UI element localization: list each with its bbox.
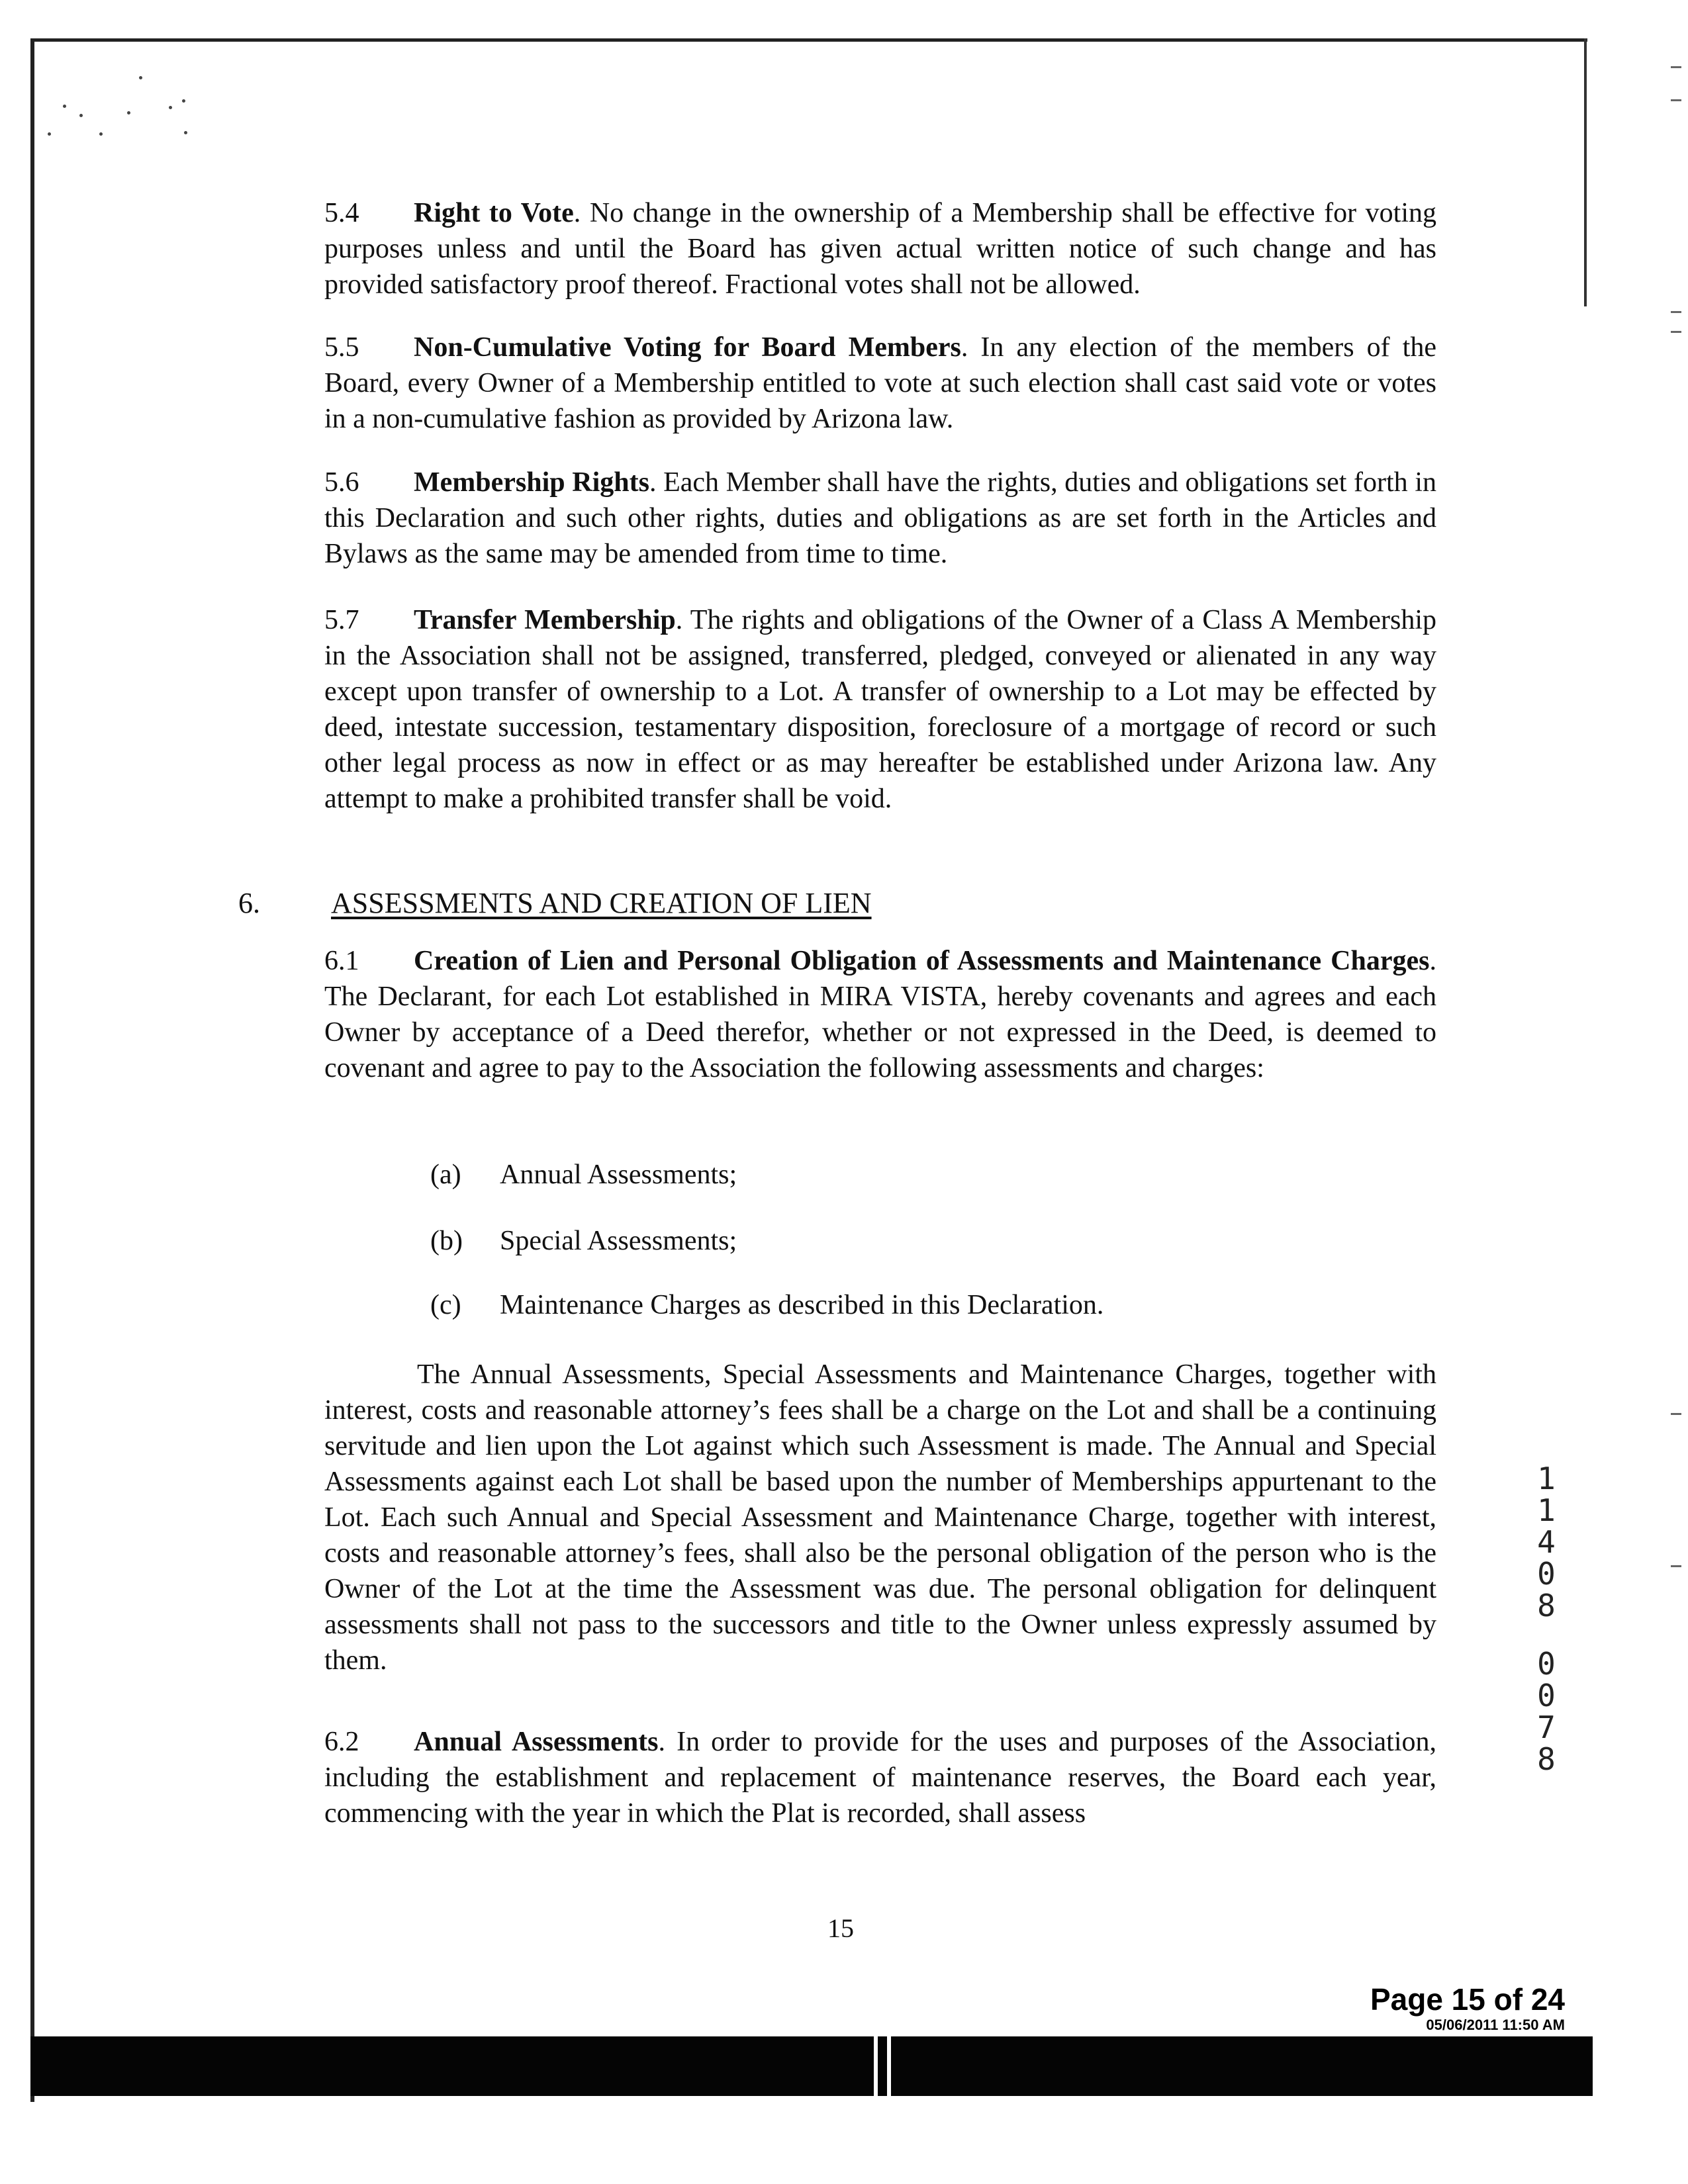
stamp-datetime: 05/06/2011 11:50 AM [1426,2017,1565,2033]
section-5-4 [324,195,1436,302]
page-number: 15 [827,1913,854,1943]
section-heading: Right to Vote [414,198,574,228]
scan-speck [127,111,130,114]
stamp-digit: 0 [1537,1646,1556,1682]
section-text: . In order to provide for the uses and purposes of the Association, including the establishment and replacement of maintenance reserves, the Board each year, commencing with the year in which the Plat is recorded, shall assess [324,1727,1436,1829]
section-number: 5.7 [324,605,359,635]
scan-frame-top [32,38,1587,42]
item-label: (a) [430,1160,461,1190]
stamp-digit: 0 [1537,1678,1556,1713]
section-heading: Membership Rights [414,467,649,498]
section-heading: Annual Assessments [414,1727,659,1757]
scan-speck [182,99,185,103]
section-text: . In any election of the members of the Board, every Owner of a Membership entitled to vote at such election shall cast said vote or votes in a non-cumulative fashion as provided by Arizona law. [324,332,1436,434]
scan-footer-bar [30,2036,1593,2096]
stamp-digit: 8 [1537,1741,1556,1777]
stamp-digit: 7 [1537,1709,1556,1745]
scan-speck [169,106,172,109]
section-5-5 [324,330,1436,437]
assessment-item-b [430,1223,737,1259]
scan-edge-mark [1671,331,1681,333]
scan-edge-mark [1671,311,1681,313]
scan-edge-mark [1671,1413,1681,1415]
item-text: Annual Assessments; [500,1160,737,1190]
item-label: (b) [430,1226,463,1256]
section-heading: Creation of Lien and Personal Obligation of Assessments and Maintenance Charges [414,946,1430,976]
section-5-6 [324,465,1436,572]
section-number: 6.2 [324,1727,359,1757]
stamp-digit: 0 [1537,1556,1556,1592]
scan-frame-right [1584,38,1587,306]
scan-bar-break [874,2036,878,2096]
scan-speck [99,132,103,136]
stamp-digit: 1 [1537,1492,1556,1528]
item-label: (c) [430,1290,461,1320]
section-text: . The Declarant, for each Lot established in MIRA VISTA, hereby covenants and agrees and each Owner by acceptance of a Deed therefor, whether or not expressed in the Deed, is deemed to covenant and agree to pay to the Association the following assessments and charges: [324,946,1436,1083]
item-text: Maintenance Charges as described in this Declaration. [500,1290,1104,1320]
scan-edge-mark [1671,66,1681,68]
scan-frame-left [30,38,34,2102]
scan-speck [63,105,66,108]
section-number: 6.1 [324,946,359,976]
stamp-digit: 8 [1537,1588,1556,1623]
scan-speck [184,131,187,134]
section-number: 5.6 [324,467,359,498]
recording-number-stamp [1526,1463,1566,1775]
scan-bar-break [887,2036,891,2096]
stamp-page-count: Page 15 of 24 [1370,1982,1565,2017]
section-6-1 [324,943,1436,1086]
section-number: 5.4 [324,198,359,228]
section-5-7 [324,602,1436,817]
section-text: . Each Member shall have the rights, duties and obligations set forth in this Declaration and such other rights, duties and obligations as are set forth in the Articles and Bylaws as the same may be amended from time to time. [324,467,1436,569]
section-text: . No change in the ownership of a Membership shall be effective for voting purposes unless and until the Board has given actual written notice of such change and has provided satisfactory proof thereof. Fractional votes shall not be allowed. [324,198,1436,300]
section-title: ASSESSMENTS AND CREATION OF LIEN [331,887,872,919]
scan-speck [79,114,83,117]
item-text: Special Assessments; [500,1226,737,1256]
section-number: 5.5 [324,332,359,363]
assessment-item-c [430,1287,1103,1323]
section-6-1-body: The Annual Assessments, Special Assessments and Maintenance Charges, together with interest, costs and reasonable attorney’s fees shall be a charge on the Lot and shall be a continuing servitude and lien upon the Lot against which such Assessment is made. The Annual and Special Assessments against each Lot shall be based upon the number of Memberships appurtenant to the Lot. Each such Annual and Special Assessment and Maintenance Charge, together with interest, costs and reasonable attorney’s fees, shall also be the personal obligation of the person who is the Owner of the Lot at the time the Assessment was due. The personal obligation for delinquent assessments shall not pass to the successors and title to the Owner unless expressly assumed by them. [324,1359,1436,1676]
stamp-digit: 1 [1537,1461,1556,1496]
section-heading: Non-Cumulative Voting for Board Members [414,332,961,363]
scan-speck [48,132,51,136]
section-number: 6. [238,887,260,919]
recorder-stamp [1370,1983,1565,2034]
stamp-digit: 4 [1537,1524,1556,1560]
scan-edge-mark [1671,1565,1681,1567]
section-heading: Transfer Membership [414,605,676,635]
section-6-2 [324,1724,1436,1831]
scan-speck [139,76,142,79]
scan-edge-mark [1671,99,1681,101]
assessment-item-a [430,1157,737,1193]
section-text: . The rights and obligations of the Owner of a Class A Membership in the Association shall not be assigned, transferred, pledged, conveyed or alienated in any way except upon transfer of ownership to a Lot. A transfer of ownership to a Lot may be effected by deed, intestate succession, testamentary disposition, foreclosure of a mortgage of record or such other legal process as now in effect or as may hereafter be established under Arizona law. Any attempt to make a prohibited transfer shall be void. [324,605,1436,814]
